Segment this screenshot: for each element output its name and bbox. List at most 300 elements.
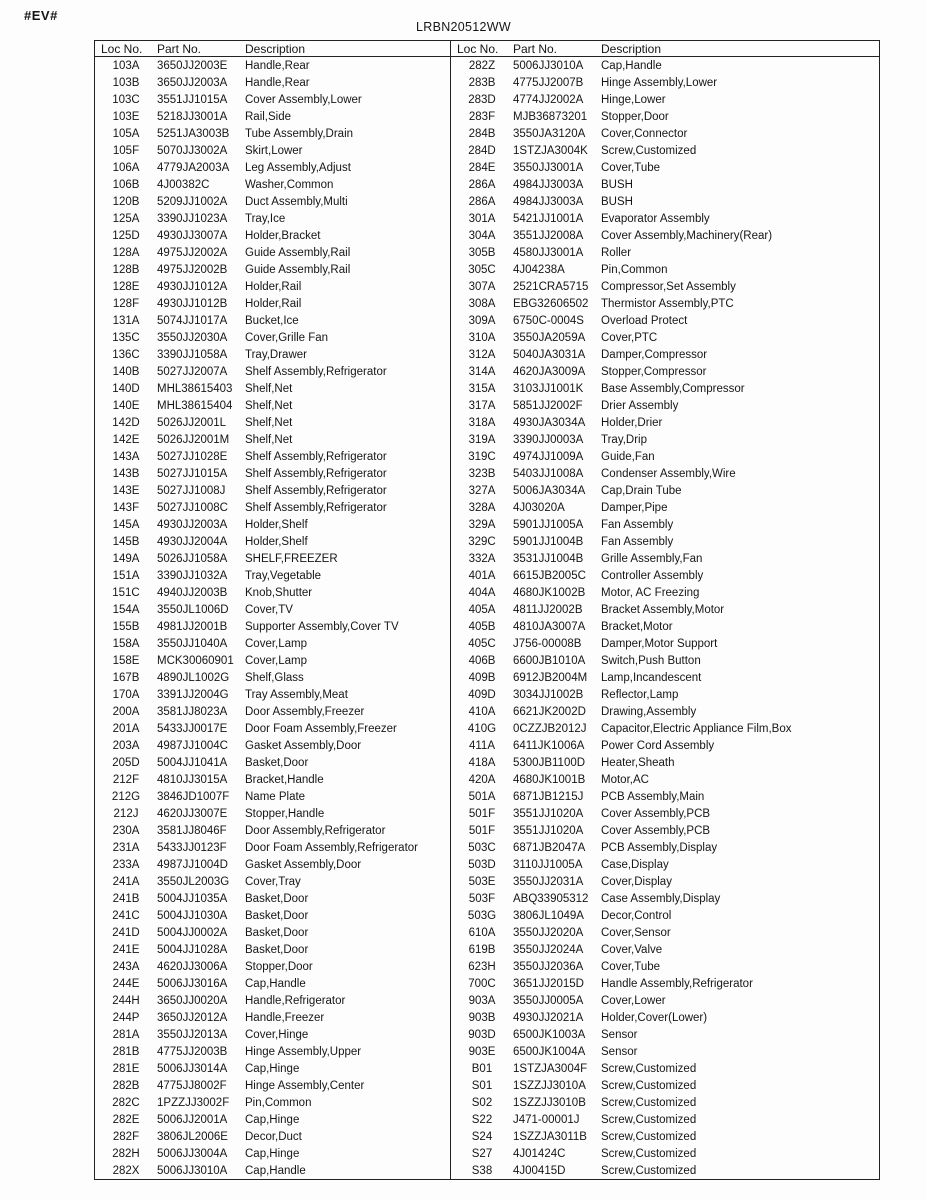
loc-no-cell: S02 [471, 1096, 493, 1109]
loc-no-cell: 244P [112, 1011, 140, 1024]
description-cell: Damper,Compressor [601, 348, 708, 361]
description-cell: Bucket,Ice [245, 314, 299, 327]
table-row [451, 839, 879, 856]
table-row [95, 431, 450, 448]
description-cell: Screw,Customized [601, 1147, 697, 1160]
corner-label: #EV# [24, 8, 58, 23]
description-cell: Sensor [601, 1045, 638, 1058]
table-row [451, 57, 879, 74]
table-row [451, 1009, 879, 1026]
part-no-cell: 4620JA3009A [513, 365, 586, 378]
part-no-cell: 3550JL1006D [157, 603, 229, 616]
part-no-cell: 5004JJ1035A [157, 892, 228, 905]
description-cell: Sensor [601, 1028, 638, 1041]
loc-no-cell: 205D [112, 756, 140, 769]
loc-no-cell: 308A [468, 297, 496, 310]
page-title: LRBN20512WW [416, 20, 511, 34]
header-loc-no: Loc No. [457, 41, 499, 56]
part-no-cell: 6615JB2005C [513, 569, 586, 582]
part-no-cell: 3550JA2059A [513, 331, 586, 344]
description-cell: Cover,Lamp [245, 637, 308, 650]
table-header-row [451, 41, 879, 57]
table-row [95, 176, 450, 193]
part-no-cell: 6411JK1006A [513, 739, 585, 752]
loc-no-cell: 301A [468, 212, 496, 225]
table-row [451, 1077, 879, 1094]
loc-no-cell: 136C [112, 348, 140, 361]
table-row [95, 346, 450, 363]
part-no-cell: 4775JJ2003B [157, 1045, 228, 1058]
description-cell: Duct Assembly,Multi [245, 195, 348, 208]
part-no-cell: 3650JJ2012A [157, 1011, 228, 1024]
table-row [451, 499, 879, 516]
description-cell: Knob,Shutter [245, 586, 313, 599]
table-row [451, 1060, 879, 1077]
header-part-no: Part No. [157, 41, 202, 56]
part-no-cell: ABQ33905312 [513, 892, 589, 905]
table-row [451, 142, 879, 159]
part-no-cell: J756-00008B [513, 637, 582, 650]
loc-no-cell: 140B [112, 365, 140, 378]
loc-no-cell: 282C [112, 1096, 140, 1109]
table-row [95, 193, 450, 210]
loc-no-cell: 405A [468, 603, 496, 616]
loc-no-cell: 281A [112, 1028, 140, 1041]
loc-no-cell: S38 [471, 1164, 493, 1177]
table-row [451, 448, 879, 465]
table-row [95, 737, 450, 754]
description-cell: Handle,Refrigerator [245, 994, 346, 1007]
table-row [451, 91, 879, 108]
part-no-cell: 3550JJ3001A [513, 161, 584, 174]
description-cell: Basket,Door [245, 926, 309, 939]
table-row [95, 788, 450, 805]
table-row [95, 1060, 450, 1077]
part-no-cell: 1STZJA3004F [513, 1062, 588, 1075]
table-row [451, 227, 879, 244]
part-no-cell: 5851JJ2002F [513, 399, 583, 412]
table-row [95, 720, 450, 737]
table-row [451, 652, 879, 669]
description-cell: Lamp,Incandescent [601, 671, 702, 684]
description-cell: Drawing,Assembly [601, 705, 697, 718]
table-row [95, 924, 450, 941]
loc-no-cell: 409B [468, 671, 496, 684]
loc-no-cell: S22 [471, 1113, 493, 1126]
description-cell: Motor, AC Freezing [601, 586, 700, 599]
loc-no-cell: 125A [112, 212, 140, 225]
table-row [95, 1026, 450, 1043]
table-row [95, 550, 450, 567]
loc-no-cell: 503D [468, 858, 496, 871]
table-row [95, 74, 450, 91]
part-no-cell: J471-00001J [513, 1113, 580, 1126]
loc-no-cell: 903A [468, 994, 496, 1007]
description-cell: Damper,Motor Support [601, 637, 718, 650]
description-cell: Skirt,Lower [245, 144, 303, 157]
description-cell: Bracket Assembly,Motor [601, 603, 725, 616]
loc-no-cell: 170A [112, 688, 140, 701]
description-cell: Drier Assembly [601, 399, 679, 412]
description-cell: Cap,Handle [601, 59, 662, 72]
description-cell: BUSH [601, 178, 633, 191]
description-cell: Grille Assembly,Fan [601, 552, 703, 565]
table-row [95, 652, 450, 669]
loc-no-cell: 105F [112, 144, 140, 157]
description-cell: Shelf,Net [245, 399, 293, 412]
part-no-cell: 5901JJ1004B [513, 535, 584, 548]
part-no-cell: 3581JJ8023A [157, 705, 228, 718]
description-cell: Screw,Customized [601, 144, 697, 157]
description-cell: Cap,Hinge [245, 1062, 300, 1075]
part-no-cell: 3550JJ1040A [157, 637, 228, 650]
loc-no-cell: 106A [112, 161, 140, 174]
table-row [451, 329, 879, 346]
loc-no-cell: 286A [468, 178, 496, 191]
part-no-cell: 4J01424C [513, 1147, 566, 1160]
table-row [451, 907, 879, 924]
part-no-cell: EBG32606502 [513, 297, 589, 310]
table-row [95, 618, 450, 635]
part-no-cell: 3390JJ1023A [157, 212, 228, 225]
loc-no-cell: 903D [468, 1028, 496, 1041]
loc-no-cell: 503G [467, 909, 497, 922]
loc-no-cell: 128E [112, 280, 140, 293]
loc-no-cell: 501F [468, 824, 496, 837]
table-row [451, 1111, 879, 1128]
part-no-cell: 3650JJ0020A [157, 994, 228, 1007]
part-no-cell: 4981JJ2001B [157, 620, 228, 633]
description-cell: Guide,Fan [601, 450, 655, 463]
description-cell: Holder,Cover(Lower) [601, 1011, 708, 1024]
part-no-cell: 4987JJ1004D [157, 858, 228, 871]
table-row [451, 278, 879, 295]
part-no-cell: 3390JJ0003A [513, 433, 584, 446]
part-no-cell: 4930JA3034A [513, 416, 586, 429]
description-cell: Holder,Rail [245, 297, 302, 310]
table-row [95, 91, 450, 108]
loc-no-cell: 315A [468, 382, 496, 395]
part-no-cell: 5026JJ2001M [157, 433, 230, 446]
part-no-cell: 3651JJ2015D [513, 977, 584, 990]
description-cell: Basket,Door [245, 892, 309, 905]
description-cell: Compressor,Set Assembly [601, 280, 736, 293]
loc-no-cell: 283B [468, 76, 496, 89]
loc-no-cell: 128B [112, 263, 140, 276]
description-cell: Damper,Pipe [601, 501, 668, 514]
part-no-cell: 5403JJ1008A [513, 467, 584, 480]
table-row [95, 108, 450, 125]
loc-no-cell: 282F [112, 1130, 140, 1143]
loc-no-cell: 319C [468, 450, 496, 463]
loc-no-cell: 244H [112, 994, 140, 1007]
description-cell: Cover Assembly,PCB [601, 807, 711, 820]
part-no-cell: 4930JJ2004A [157, 535, 228, 548]
loc-no-cell: 327A [468, 484, 496, 497]
part-no-cell: MHL38615404 [157, 399, 233, 412]
description-cell: Cap,Hinge [245, 1113, 300, 1126]
loc-no-cell: 244E [112, 977, 140, 990]
part-no-cell: 3551JJ1015A [157, 93, 228, 106]
loc-no-cell: 212G [111, 790, 141, 803]
table-row [95, 125, 450, 142]
description-cell: Pin,Common [601, 263, 668, 276]
description-cell: Cover,Grille Fan [245, 331, 329, 344]
table-row [95, 210, 450, 227]
loc-no-cell: 329A [468, 518, 496, 531]
loc-no-cell: 610A [468, 926, 496, 939]
description-cell: Cap,Handle [245, 1164, 306, 1177]
part-no-cell: 3581JJ8046F [157, 824, 227, 837]
description-cell: Door Assembly,Refrigerator [245, 824, 386, 837]
table-row [95, 890, 450, 907]
loc-no-cell: 903E [468, 1045, 496, 1058]
loc-no-cell: 405C [468, 637, 496, 650]
description-cell: Cover Assembly,Machinery(Rear) [601, 229, 773, 242]
part-no-cell: 3550JL2003G [157, 875, 230, 888]
loc-no-cell: 323B [468, 467, 496, 480]
loc-no-cell: 305C [468, 263, 496, 276]
description-cell: Shelf Assembly,Refrigerator [245, 450, 387, 463]
part-no-cell: 4J03020A [513, 501, 565, 514]
description-cell: Stopper,Door [245, 960, 313, 973]
part-no-cell: 6750C-0004S [513, 314, 584, 327]
loc-no-cell: 241A [112, 875, 140, 888]
loc-no-cell: 241B [112, 892, 140, 905]
table-row [451, 890, 879, 907]
part-no-cell: MHL38615403 [157, 382, 233, 395]
table-row [451, 261, 879, 278]
table-row [451, 108, 879, 125]
description-cell: Cap,Handle [245, 977, 306, 990]
table-row [451, 295, 879, 312]
part-no-cell: 5006JJ2001A [157, 1113, 228, 1126]
description-cell: Case Assembly,Display [601, 892, 721, 905]
description-cell: Basket,Door [245, 943, 309, 956]
description-cell: Cap,Hinge [245, 1147, 300, 1160]
part-no-cell: 5421JJ1001A [513, 212, 584, 225]
table-row [451, 346, 879, 363]
table-row [451, 873, 879, 890]
description-cell: Pin,Common [245, 1096, 312, 1109]
description-cell: Supporter Assembly,Cover TV [245, 620, 399, 633]
description-cell: Cover,Hinge [245, 1028, 309, 1041]
parts-table [94, 40, 880, 1180]
description-cell: Power Cord Assembly [601, 739, 715, 752]
description-cell: Handle Assembly,Refrigerator [601, 977, 753, 990]
description-cell: Cover,Connector [601, 127, 688, 140]
table-row [95, 1128, 450, 1145]
table-row [451, 125, 879, 142]
table-row [95, 992, 450, 1009]
loc-no-cell: 151A [112, 569, 140, 582]
description-cell: Handle,Freezer [245, 1011, 325, 1024]
description-cell: Screw,Customized [601, 1164, 697, 1177]
part-no-cell: 4975JJ2002A [157, 246, 228, 259]
part-no-cell: 5027JJ1028E [157, 450, 228, 463]
loc-no-cell: 125D [112, 229, 140, 242]
part-no-cell: 4930JJ2021A [513, 1011, 584, 1024]
description-cell: Roller [601, 246, 632, 259]
part-no-cell: 5026JJ1058A [157, 552, 228, 565]
loc-no-cell: 305B [468, 246, 496, 259]
part-no-cell: 6871JB1215J [513, 790, 584, 803]
table-row [95, 805, 450, 822]
loc-no-cell: 106B [112, 178, 140, 191]
part-no-cell: 4810JA3007A [513, 620, 586, 633]
table-row [95, 397, 450, 414]
header-part-no: Part No. [513, 41, 558, 56]
part-no-cell: 4580JJ3001A [513, 246, 584, 259]
loc-no-cell: 158E [112, 654, 140, 667]
description-cell: Decor,Control [601, 909, 672, 922]
table-row [451, 1026, 879, 1043]
table-row [95, 601, 450, 618]
description-cell: Basket,Door [245, 909, 309, 922]
loc-no-cell: 212F [112, 773, 140, 786]
description-cell: Heater,Sheath [601, 756, 675, 769]
part-no-cell: 4930JJ2003A [157, 518, 228, 531]
description-cell: Fan Assembly [601, 518, 674, 531]
loc-no-cell: 309A [468, 314, 496, 327]
description-cell: Washer,Common [245, 178, 334, 191]
loc-no-cell: 503F [468, 892, 496, 905]
loc-no-cell: 167B [112, 671, 140, 684]
table-row [451, 618, 879, 635]
loc-no-cell: 619B [468, 943, 496, 956]
loc-no-cell: 319A [468, 433, 496, 446]
part-no-cell: 5027JJ1008C [157, 501, 228, 514]
description-cell: Shelf,Net [245, 433, 293, 446]
loc-no-cell: 328A [468, 501, 496, 514]
description-cell: Screw,Customized [601, 1096, 697, 1109]
part-no-cell: 5006JJ3014A [157, 1062, 228, 1075]
part-no-cell: 5027JJ1008J [157, 484, 226, 497]
loc-no-cell: 231A [112, 841, 140, 854]
loc-no-cell: 318A [468, 416, 496, 429]
table-row [95, 635, 450, 652]
table-row [451, 975, 879, 992]
table-row [451, 788, 879, 805]
description-cell: Holder,Shelf [245, 518, 308, 531]
part-no-cell: 4811JJ2002B [513, 603, 583, 616]
loc-no-cell: 282X [112, 1164, 140, 1177]
description-cell: Shelf,Glass [245, 671, 304, 684]
loc-no-cell: 282B [112, 1079, 140, 1092]
table-row [451, 312, 879, 329]
loc-no-cell: 401A [468, 569, 496, 582]
table-row [95, 975, 450, 992]
part-no-cell: 4984JJ3003A [513, 178, 584, 191]
part-no-cell: 3550JJ0005A [513, 994, 584, 1007]
table-row [451, 397, 879, 414]
description-cell: Gasket Assembly,Door [245, 858, 362, 871]
table-row [95, 482, 450, 499]
description-cell: Cover,Display [601, 875, 672, 888]
part-no-cell: 5004JJ1041A [157, 756, 228, 769]
table-row [95, 941, 450, 958]
loc-no-cell: 623H [468, 960, 496, 973]
table-row [95, 499, 450, 516]
part-no-cell: 3550JJ2024A [513, 943, 584, 956]
part-no-cell: 4984JJ3003A [513, 195, 584, 208]
description-cell: Overload Protect [601, 314, 688, 327]
table-row [95, 516, 450, 533]
part-no-cell: 5070JJ3002A [157, 144, 228, 157]
part-no-cell: 5026JJ2001L [157, 416, 227, 429]
loc-no-cell: 135C [112, 331, 140, 344]
loc-no-cell: 501F [468, 807, 496, 820]
table-row [95, 465, 450, 482]
table-row [451, 686, 879, 703]
loc-no-cell: 142E [112, 433, 140, 446]
table-row [95, 669, 450, 686]
loc-no-cell: 283F [468, 110, 496, 123]
description-cell: Case,Display [601, 858, 669, 871]
loc-no-cell: 332A [468, 552, 496, 565]
loc-no-cell: 503C [468, 841, 496, 854]
table-row [451, 567, 879, 584]
part-no-cell: 3650JJ2003E [157, 59, 228, 72]
description-cell: Decor,Duct [245, 1130, 302, 1143]
part-no-cell: 3806JL1049A [513, 909, 584, 922]
loc-no-cell: 103B [112, 76, 140, 89]
table-row [451, 363, 879, 380]
table-row [451, 856, 879, 873]
table-row [451, 737, 879, 754]
description-cell: Guide Assembly,Rail [245, 263, 351, 276]
description-cell: Thermistor Assembly,PTC [601, 297, 734, 310]
description-cell: Base Assembly,Compressor [601, 382, 745, 395]
part-no-cell: 5433JJ0017E [157, 722, 228, 735]
description-cell: PCB Assembly,Display [601, 841, 718, 854]
loc-no-cell: 149A [112, 552, 140, 565]
part-no-cell: 3103JJ1001K [513, 382, 584, 395]
part-no-cell: 1SZZJJ3010A [513, 1079, 586, 1092]
loc-no-cell: 281B [112, 1045, 140, 1058]
part-no-cell: MCK30060901 [157, 654, 234, 667]
part-no-cell: 4J00415D [513, 1164, 566, 1177]
description-cell: Guide Assembly,Rail [245, 246, 351, 259]
part-no-cell: 1PZZJJ3002F [157, 1096, 230, 1109]
table-row [95, 227, 450, 244]
table-row [95, 448, 450, 465]
part-no-cell: 4930JJ1012A [157, 280, 228, 293]
loc-no-cell: 304A [468, 229, 496, 242]
table-row [95, 244, 450, 261]
table-row [95, 1111, 450, 1128]
description-cell: Condenser Assembly,Wire [601, 467, 736, 480]
loc-no-cell: 143B [112, 467, 140, 480]
table-row [451, 244, 879, 261]
table-row [451, 805, 879, 822]
description-cell: Cover Assembly,Lower [245, 93, 362, 106]
description-cell: Switch,Push Button [601, 654, 701, 667]
description-cell: Tray,Ice [245, 212, 286, 225]
part-no-cell: 5004JJ0002A [157, 926, 228, 939]
description-cell: Door Foam Assembly,Freezer [245, 722, 397, 735]
loc-no-cell: 103E [112, 110, 140, 123]
description-cell: BUSH [601, 195, 633, 208]
loc-no-cell: 154A [112, 603, 140, 616]
loc-no-cell: 158A [112, 637, 140, 650]
loc-no-cell: 501A [468, 790, 496, 803]
table-row [95, 57, 450, 74]
table-body-right [451, 57, 879, 1179]
loc-no-cell: 203A [112, 739, 140, 752]
part-no-cell: 3390JJ1058A [157, 348, 228, 361]
table-row [451, 159, 879, 176]
